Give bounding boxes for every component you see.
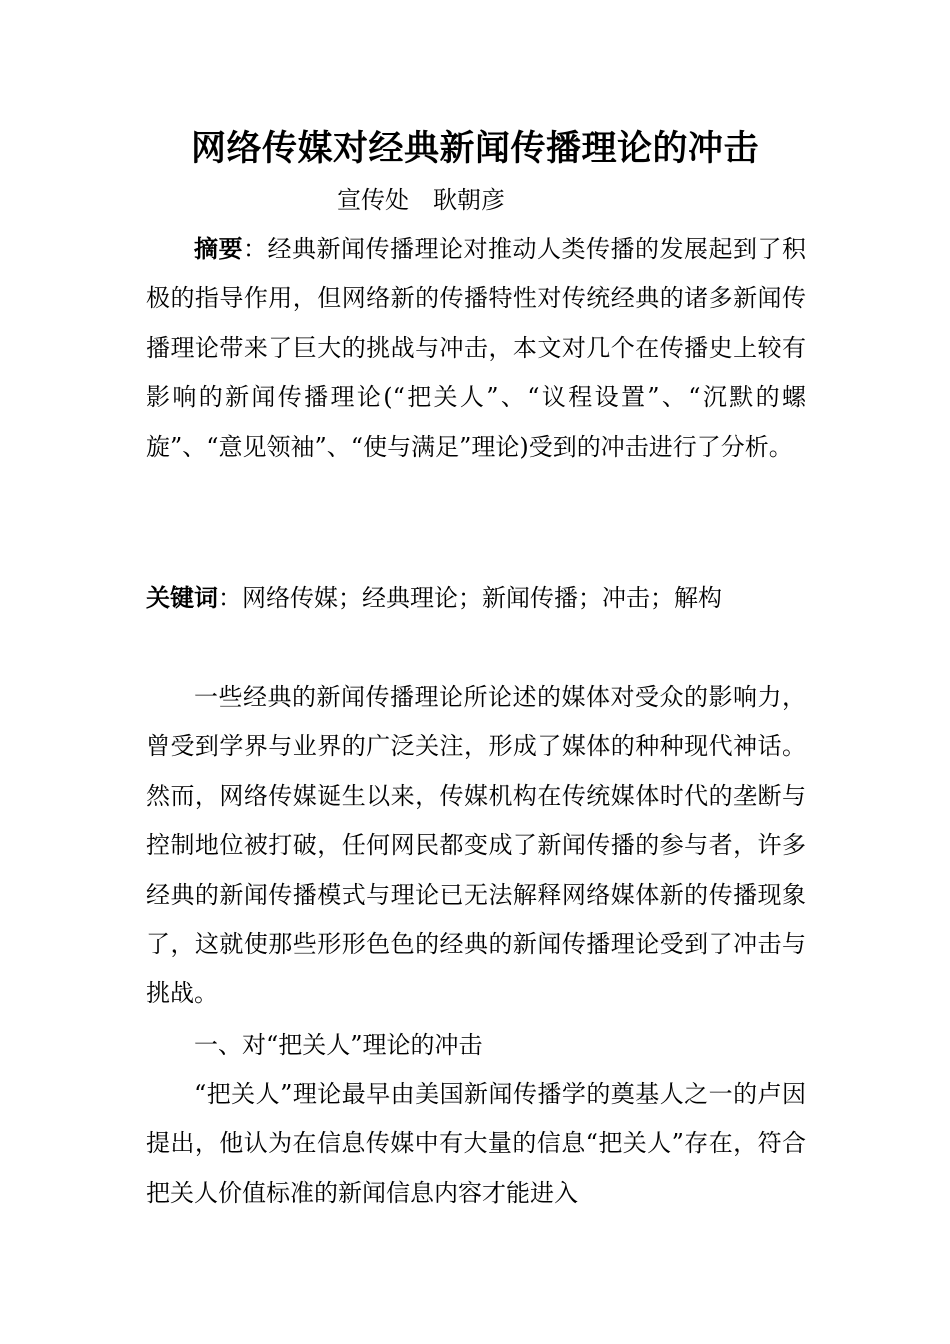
author-line: 宣传处 耿朝彦 [337,186,505,214]
abstract-separator: ： [243,235,268,263]
keywords-line [146,574,806,623]
abstract-paragraph [146,225,806,472]
keywords-text: 网络传媒；经典理论；新闻传播；冲击；解构 [242,584,722,612]
document-title: 网络传媒对经典新闻传播理论的冲击 [190,128,759,169]
abstract-label: 摘要 [194,235,243,263]
keywords-separator: ： [218,584,242,612]
keywords-label: 关键词 [146,584,218,612]
gatekeeper-paragraph: “把关人”理论最早由美国新闻传播学的奠基人之一的卢因提出，他认为在信息传媒中有大量的信息“把关人”存在，符合把关人价值标准的新闻信息内容才能进入 [146,1080,806,1207]
section-heading-gatekeeper: 一、对“把关人”理论的冲击 [194,1031,483,1059]
abstract-text: 经典新闻传播理论对推动人类传播的发展起到了积极的指导作用，但网络新的传播特性对传统经典的诸多新闻传播理论带来了巨大的挑战与冲击，本文对几个在传播史上较有影响的新闻传播理论(“把关人”、“议程设置”、“沉默的螺旋”、“意见领袖”、“使与满足”理论)受到的冲击进行了分析。 [146,235,806,461]
intro-paragraph: 一些经典的新闻传播理论所论述的媒体对受众的影响力，曾受到学界与业界的广泛关注，形成了媒体的种种现代神话。然而，网络传媒诞生以来，传媒机构在传统媒体时代的垄断与控制地位被打破，任何网民都变成了新闻传播的参与者，许多经典的新闻传播模式与理论已无法解释网络媒体新的传播现象了，这就使那些形形色色的经典的新闻传播理论受到了冲击与挑战。 [146,683,806,1008]
